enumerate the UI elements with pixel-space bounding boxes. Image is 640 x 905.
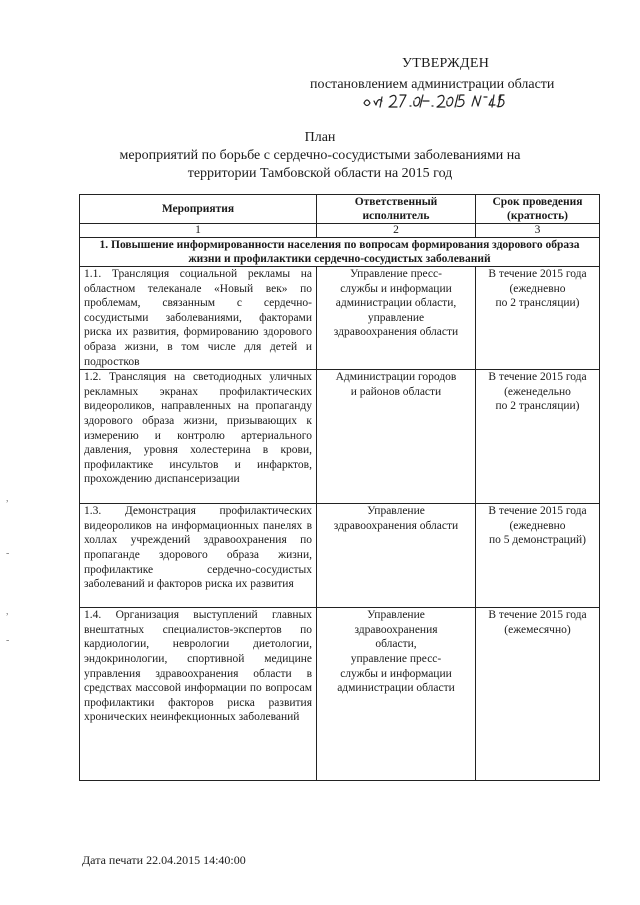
margin-mark: , <box>6 493 9 504</box>
section-heading: 1. Повышение информированности населения по вопросам формирования здорового образа жизни и профилактики сердечно-сосудистых заболеваний <box>80 238 600 267</box>
approval-decree: постановлением администрации области <box>310 77 555 92</box>
margin-mark: - <box>6 635 10 646</box>
term-cell: В течение 2015 года (ежедневно по 5 демонстраций) <box>476 504 600 608</box>
term-cell: В течение 2015 года (еженедельно по 2 трансляции) <box>476 370 600 504</box>
document-subtitle-line-2: территории Тамбовской области на 2015 год <box>187 166 453 181</box>
table-row <box>80 608 600 781</box>
term-cell: В течение 2015 года (ежедневно по 2 трансляции) <box>476 267 600 370</box>
handwritten-signature-line <box>360 87 510 111</box>
activity-cell: 1.2. Трансляция на светодиодных уличных рекламных экранах профилактических видеороликов, направленных на пропаганду здорового образа жизни, призывающих к измерению и контролю артериального давления, уровня холестерина в крови, профилактике инсультов и инфарктов, прохождению диспансеризации <box>80 370 317 504</box>
column-header-activities: Мероприятия <box>80 195 317 224</box>
column-number: 2 <box>317 224 476 238</box>
activity-cell: 1.4. Организация выступлений главных внештатных специалистов-экспертов по кардиологии, неврологии диетологии, эндокринологии, спортивной медицине управления здравоохранения области в средствах массовой информации по вопросам профилактики факторов риска развития хронических неинфекционных заболеваний <box>80 608 317 781</box>
column-header-executor: Ответственный исполнитель <box>317 195 476 224</box>
executor-cell: Управление пресс- службы и информации администрации области, управление здравоохранения области <box>317 267 476 370</box>
approval-heading: УТВЕРЖДЕН <box>402 56 490 71</box>
plan-table <box>79 194 600 781</box>
column-header-term: Срок проведения (кратность) <box>476 195 600 224</box>
document-title: План <box>304 130 336 145</box>
margin-mark: , <box>6 606 9 617</box>
section-heading-row <box>80 238 600 267</box>
column-number: 3 <box>476 224 600 238</box>
document-subtitle-line-1: мероприятий по борьбе с сердечно-сосудистыми заболеваниями на <box>119 148 521 163</box>
table-row <box>80 267 600 370</box>
activity-cell: 1.3. Демонстрация профилактических видеороликов на информационных панелях в холлах учреждений здравоохранения по пропаганде здорового образа жизни, профилактике сердечно-сосудистых заболеваний и факторов риска их развития <box>80 504 317 608</box>
margin-mark: - <box>6 548 10 559</box>
print-date: Дата печати 22.04.2015 14:40:00 <box>82 853 246 867</box>
executor-cell: Управление здравоохранения области, управление пресс- службы и информации администрации области <box>317 608 476 781</box>
executor-cell: Администрации городов и районов области <box>317 370 476 504</box>
executor-cell: Управление здравоохранения области <box>317 504 476 608</box>
term-cell: В течение 2015 года (ежемесячно) <box>476 608 600 781</box>
table-row <box>80 504 600 608</box>
activity-cell: 1.1. Трансляция социальной рекламы на областном телеканале «Новый век» по проблемам, связанным с сердечно-сосудистыми заболеваниями, факторами риска их развития, формированию здорового образа жизни, в том числе для детей и подростков <box>80 267 317 370</box>
table-header-row <box>80 195 600 224</box>
column-number: 1 <box>80 224 317 238</box>
table-row <box>80 370 600 504</box>
column-number-row <box>80 224 600 238</box>
